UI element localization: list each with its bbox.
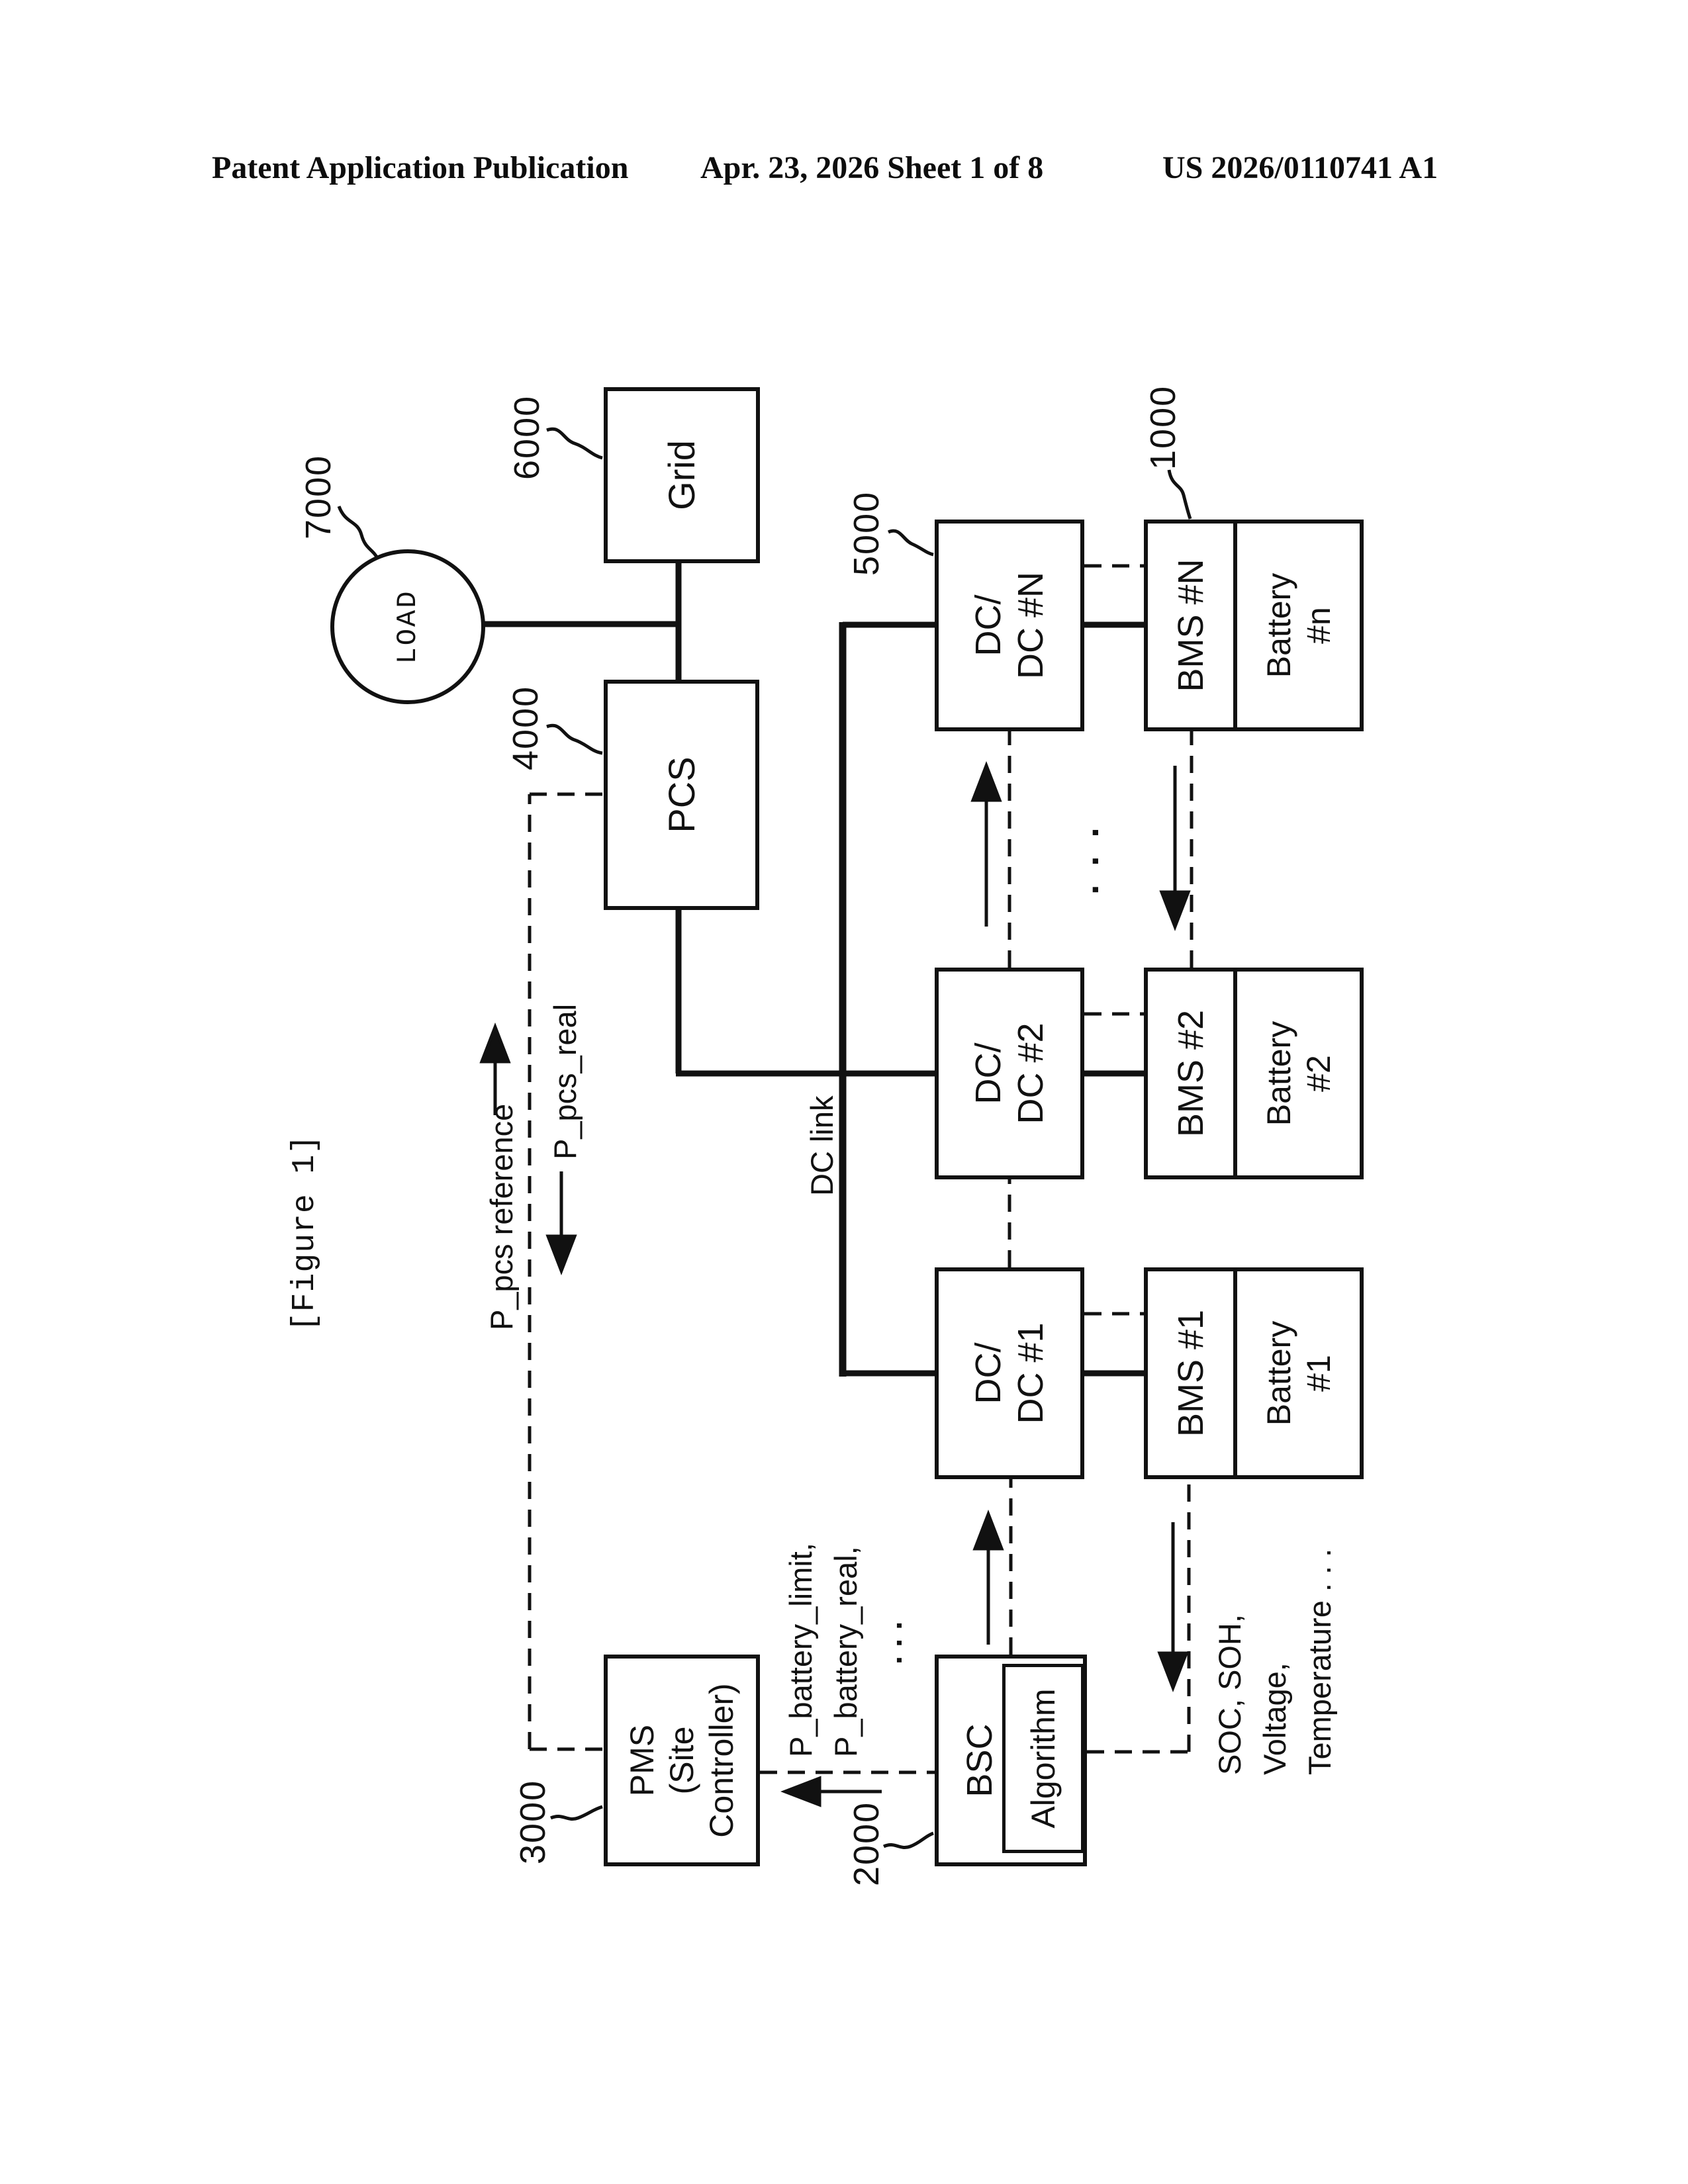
header-patent-number: US 2026/0110741 A1 [1162, 150, 1438, 185]
bms2-box [1148, 972, 1237, 1175]
bsc-algorithm-box [1002, 1664, 1084, 1853]
soc-line3: Temperature . . . [1302, 1548, 1337, 1775]
p-pcs-real-label: P_pcs_real [547, 1003, 583, 1160]
battery2-label-line1: Battery [1260, 1021, 1297, 1126]
battery-unit-n [1144, 520, 1364, 731]
ref-1000: 1000 [1143, 385, 1183, 470]
arrow-p-pcs-real-head [548, 1236, 575, 1271]
battery1-label-line1: Battery [1260, 1320, 1297, 1426]
dcdcn-label-line1: DC/ [968, 594, 1008, 657]
ref-7000: 7000 [299, 454, 338, 539]
arrow-dcdc-chain-head [973, 766, 1000, 800]
batteryn-label-line1: Battery [1260, 572, 1297, 678]
ref-3000: 3000 [513, 1779, 553, 1864]
battery1-box [1237, 1271, 1360, 1475]
p-battery-ellipsis: . . . [873, 1621, 908, 1664]
header-date-sheet: Apr. 23, 2026 Sheet 1 of 8 [700, 150, 1044, 185]
leader-2000 [884, 1833, 933, 1848]
leader-3000 [551, 1807, 602, 1819]
dcdc2-box [935, 968, 1084, 1179]
leader-7000 [339, 506, 379, 560]
bms1-label: BMS #1 [1170, 1309, 1211, 1437]
load-label: LOAD [392, 589, 424, 664]
leader-6000 [547, 429, 602, 458]
battery2-label-line2: #2 [1299, 1055, 1337, 1092]
pms-box [604, 1655, 760, 1866]
dcdc1-label-line2: DC #1 [1011, 1322, 1051, 1424]
arrow-bsc-to-dcdc1-head [975, 1514, 1002, 1549]
p-battery-label [778, 1543, 914, 1757]
leader-4000 [547, 725, 602, 753]
leader-5000 [888, 531, 933, 555]
pcs-label: PCS [660, 756, 702, 833]
load-node [330, 549, 485, 704]
soc-line2: Voltage, [1257, 1662, 1292, 1775]
p-battery-line1: P_battery_limit, [783, 1543, 818, 1757]
p-battery-line2: P_battery_real, [828, 1546, 863, 1757]
batteryn-label-line2: #n [1299, 607, 1337, 644]
grid-label: Grid [661, 440, 702, 510]
ref-4000: 4000 [506, 685, 545, 770]
bmsn-label: BMS #N [1170, 559, 1211, 692]
arrow-bsc-to-pms-head [785, 1778, 820, 1805]
arrow-p-pcs-reference-head [482, 1027, 508, 1062]
omitted-units-dots: . . . [1064, 823, 1106, 895]
dcdcn-box [935, 520, 1084, 731]
dcdc2-label-line2: DC #2 [1011, 1023, 1051, 1124]
grid-box [604, 387, 760, 563]
ref-2000: 2000 [847, 1801, 886, 1886]
header-publication: Patent Application Publication [212, 150, 629, 185]
battery-unit-1 [1144, 1267, 1364, 1479]
bsc-label: BSC [960, 1723, 1000, 1797]
figure-number-label: [Figure 1] [287, 1134, 323, 1332]
pcs-box [604, 680, 759, 910]
bmsn-box [1148, 523, 1237, 727]
pms-label-line2: (Site [663, 1726, 700, 1795]
dcdcn-label-line2: DC #N [1011, 571, 1051, 680]
ref-5000: 5000 [847, 490, 886, 576]
battery-unit-2 [1144, 968, 1364, 1179]
dcdc1-box [935, 1267, 1084, 1479]
bsc-box [935, 1655, 1087, 1866]
ref-6000: 6000 [507, 394, 547, 480]
soc-line1: SOC, SOH, [1212, 1614, 1247, 1775]
bms2-label: BMS #2 [1170, 1009, 1211, 1138]
p-pcs-reference-label: P_pcs reference [484, 1103, 519, 1330]
arrow-bms-chain-head [1162, 892, 1188, 927]
pms-label-line3: Controller) [703, 1683, 740, 1838]
dcdc2-label-line1: DC/ [968, 1042, 1008, 1105]
pms-label-line1: PMS [624, 1724, 661, 1797]
bms1-box [1148, 1271, 1237, 1475]
arrow-soc-to-bsc-head [1160, 1653, 1186, 1688]
battery2-box [1237, 972, 1360, 1175]
battery1-label-line2: #1 [1299, 1355, 1337, 1392]
dc-link-label: DC link [804, 1095, 839, 1196]
figure-area [252, 357, 1390, 1985]
dcdc1-label-line1: DC/ [968, 1342, 1008, 1404]
leader-1000 [1169, 470, 1190, 519]
algorithm-label: Algorithm [1025, 1688, 1062, 1829]
batteryn-box [1237, 523, 1360, 727]
page-header [0, 150, 1688, 189]
figure-canvas [252, 357, 1390, 1985]
soc-label [1207, 1549, 1342, 1775]
